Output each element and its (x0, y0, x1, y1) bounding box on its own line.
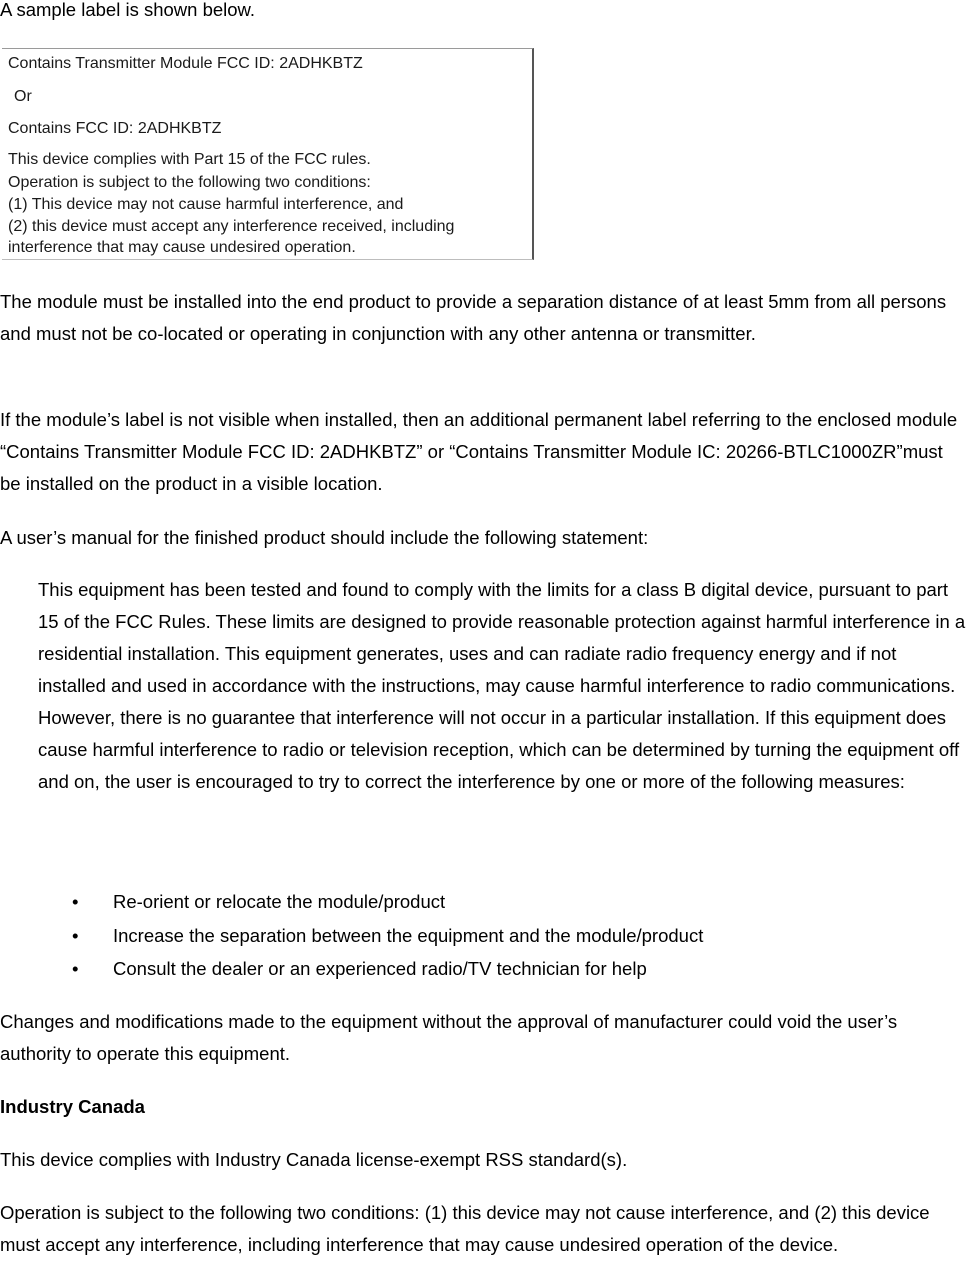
bullet-text: Consult the dealer or an experienced radio/TV technician for help (113, 958, 647, 979)
label-line-transmitter: Contains Transmitter Module FCC ID: 2ADHKBTZ (8, 55, 363, 72)
label-line-fcc-id: Contains FCC ID: 2ADHKBTZ (8, 120, 222, 137)
label-line-or: Or (14, 88, 32, 105)
changes-paragraph: Changes and modifications made to the equipment without the approval of manufacturer could void the user’s authority to operate this equipment. (0, 1011, 898, 1064)
label-line-operation: Operation is subject to the following two conditions: (8, 174, 371, 191)
label-line-condition-1: (1) This device may not cause harmful interference, and (8, 196, 404, 213)
bullet-text: Re-orient or relocate the module/product (113, 891, 446, 912)
bullet-icon: • (72, 891, 79, 912)
industry-canada-heading: Industry Canada (0, 1096, 145, 1117)
bullet-icon: • (72, 925, 79, 946)
fcc-statement-paragraph: This equipment has been tested and found to comply with the limits for a class B digital device, pursuant to part 15 of the FCC Rules. These limits are designed to provide reasonable protection against harmful interference in a residential installation. This equipment generates, uses and can radiate radio frequency energy and if not installed and used in accordance with the instructions, may cause harmful interference to radio communications. However, there is no guarantee that interference will not occur in a particular installation. If this equipment does cause harmful interference to radio or television reception, which can be determined by turning the equipment off and on, the user is encouraged to try to correct the interference by one or more of the following measures: (38, 579, 966, 792)
bullet-icon: • (72, 958, 79, 979)
separation-paragraph: The module must be installed into the end product to provide a separation distance of at least 5mm from all persons and must not be co-located or operating in conjunction with any other antenna or transmitter. (0, 291, 947, 344)
label-visibility-paragraph: If the module’s label is not visible when installed, then an additional permanent label referring to the enclosed module “Contains Transmitter Module FCC ID: 2ADHKBTZ” or “Contains Transmitter Module IC: 20266-BTLC1000ZR”must be installed on the product in a visible location. (0, 409, 958, 494)
label-line-part15: This device complies with Part 15 of the FCC rules. (8, 151, 371, 168)
label-line-condition-2: (2) this device must accept any interference received, including (8, 218, 455, 235)
bullet-item-separation (72, 920, 952, 952)
bullet-item-reorient (72, 886, 952, 918)
bullet-item-consult (72, 953, 952, 985)
label-line-undesired: interference that may cause undesired operation. (8, 239, 356, 256)
manual-paragraph: A user’s manual for the finished product should include the following statement: (0, 527, 649, 548)
sample-label-image (2, 48, 534, 260)
ic-compliance-paragraph: This device complies with Industry Canada license-exempt RSS standard(s). (0, 1149, 628, 1170)
bullet-text: Increase the separation between the equipment and the module/product (113, 925, 704, 946)
intro-text: A sample label is shown below. (0, 0, 256, 20)
ic-conditions-paragraph: Operation is subject to the following two conditions: (1) this device may not cause interference, and (2) this device must accept any interference, including interference that may cause undesired operation of the device. (0, 1202, 930, 1255)
